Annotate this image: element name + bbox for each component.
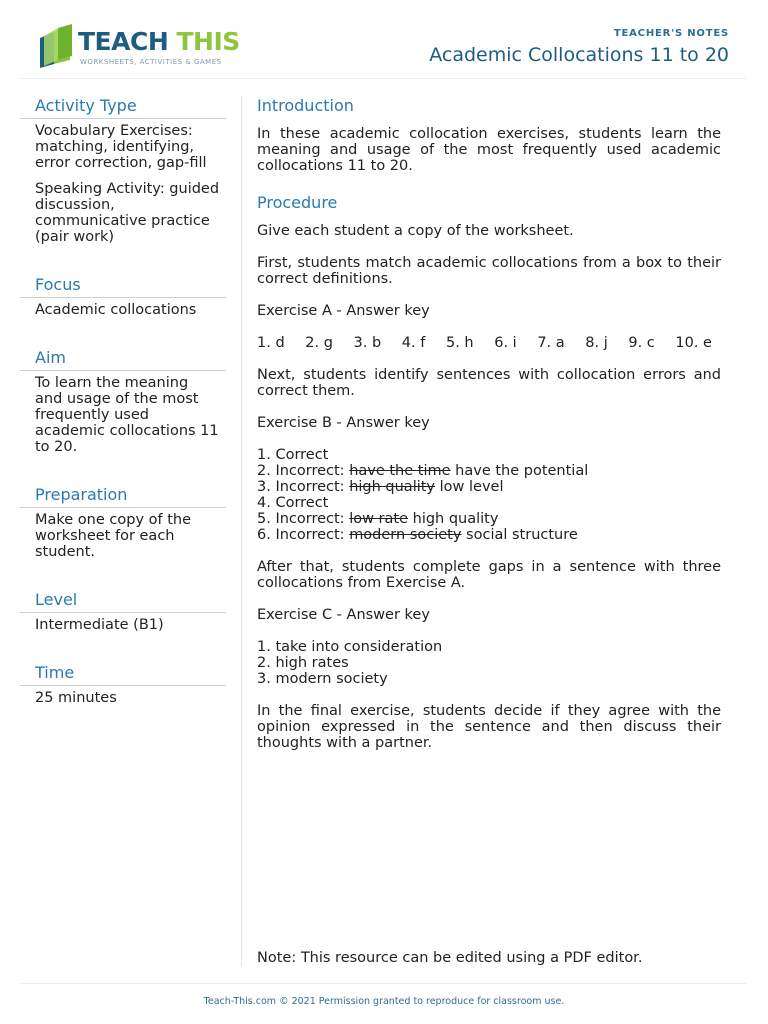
focus-text: Academic collocations (35, 302, 197, 318)
preparation-section (20, 483, 226, 560)
time-text: 25 minutes (35, 690, 117, 706)
introduction-text: In these academic collocation exercises, students learn the meaning and usage of the most frequently used academic collocations 11 to 20. (257, 126, 721, 174)
answer-item: 6. i (494, 335, 517, 351)
editing-note: Note: This resource can be edited using a PDF editor. (257, 950, 643, 966)
incorrect-collocation: have the time (349, 463, 451, 479)
time-section (20, 661, 226, 706)
activity-type-section (20, 94, 226, 245)
sidebar (20, 94, 226, 716)
book-logo-icon (36, 24, 76, 68)
logo-wordmark: TEACH THIS (78, 27, 240, 56)
procedure-step-5: In the final exercise, students decide if they agree with the opinion expressed in the sentence and then discuss their thoughts with a partner. (257, 703, 721, 751)
preparation-heading: Preparation (20, 483, 226, 508)
main-content (257, 94, 721, 751)
answer-item: 5. h (445, 335, 474, 351)
teachers-notes-label: TEACHER'S NOTES (613, 28, 729, 39)
header-divider (20, 78, 746, 79)
answer-line: 3. Incorrect: high quality low level (257, 479, 504, 495)
answer-item: 3. b (353, 335, 382, 351)
answer-item: 9. c (628, 335, 655, 351)
answer-item: 1. d (257, 335, 285, 351)
footer-copyright: Teach-This.com © 2021 Permission granted to reproduce for classroom use. (203, 996, 565, 1007)
answer-line: 3. modern society (257, 671, 388, 687)
answer-item: 2. g (305, 335, 333, 351)
exercise-b-title: Exercise B - Answer key (257, 415, 430, 431)
answer-item: 4. f (401, 335, 426, 351)
aim-text: To learn the meaning and usage of the most frequently used academic collocations 11 to 20. (35, 375, 219, 455)
answer-line: 1. Correct (257, 447, 329, 463)
procedure-step-4: After that, students complete gaps in a sentence with three collocations from Exercise A. (257, 559, 721, 591)
answer-line: 5. Incorrect: low rate high quality (257, 511, 499, 527)
answer-line: 2. Incorrect: have the time have the potential (257, 463, 589, 479)
footer-divider (20, 983, 746, 984)
teach-this-logo (36, 24, 240, 70)
incorrect-collocation: low rate (349, 511, 409, 527)
exercise-a-title: Exercise A - Answer key (257, 303, 430, 319)
incorrect-collocation: modern society (349, 527, 462, 543)
answer-line: 1. take into consideration (257, 639, 443, 655)
exercise-a-answers (257, 335, 712, 351)
column-divider (241, 96, 242, 966)
answer-item: 10. e (675, 335, 712, 351)
procedure-step-1: Give each student a copy of the worksheet. (257, 223, 574, 239)
procedure-step-2: First, students match academic collocations from a box to their correct definitions. (257, 255, 721, 287)
activity-type-item: Vocabulary Exercises: matching, identifying, error correction, gap-fill (35, 123, 207, 171)
focus-heading: Focus (20, 273, 226, 298)
activity-type-item: Speaking Activity: guided discussion, communicative practice (pair work) (35, 181, 220, 245)
page-title: Academic Collocations 11 to 20 (429, 44, 729, 66)
logo-tagline: WORKSHEETS, ACTIVITIES & GAMES (80, 58, 222, 66)
exercise-c-answers (257, 639, 721, 687)
incorrect-collocation: high quality (349, 479, 436, 495)
exercise-c-title: Exercise C - Answer key (257, 607, 430, 623)
introduction-heading: Introduction (257, 96, 354, 115)
procedure-step-3: Next, students identify sentences with collocation errors and correct them. (257, 367, 721, 399)
answer-line: 4. Correct (257, 495, 329, 511)
answer-line: 2. high rates (257, 655, 349, 671)
answer-line: 6. Incorrect: modern society social structure (257, 527, 578, 543)
level-section (20, 588, 226, 633)
preparation-text: Make one copy of the worksheet for each student. (35, 512, 192, 560)
page-header (0, 0, 768, 80)
procedure-heading: Procedure (257, 193, 338, 212)
level-heading: Level (20, 588, 226, 613)
time-heading: Time (20, 661, 226, 686)
activity-type-heading: Activity Type (20, 94, 226, 119)
aim-heading: Aim (20, 346, 226, 371)
aim-section (20, 346, 226, 455)
focus-section (20, 273, 226, 318)
answer-item: 8. j (585, 335, 608, 351)
level-text: Intermediate (B1) (35, 617, 164, 633)
answer-item: 7. a (537, 335, 565, 351)
exercise-b-answers (257, 447, 721, 543)
